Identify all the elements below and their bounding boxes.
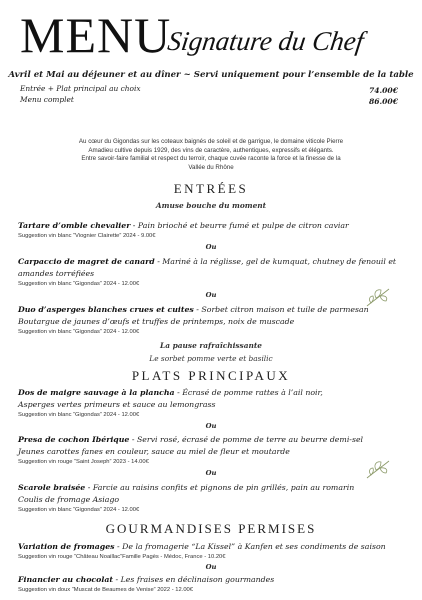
separator-ou: Ou — [205, 243, 217, 251]
formula-label-2: Menu complet — [20, 95, 74, 104]
dish-description: - De la fromagerie “La Kissel” à Kanfen et ses condiments de saison — [114, 542, 386, 551]
amuse-bouche: Amuse bouche du moment — [155, 201, 267, 210]
dish-name: Scarole braisée — [18, 483, 86, 492]
dish-item — [18, 482, 404, 505]
pause-description: Le sorbet pomme verte et basilic — [149, 354, 273, 363]
dish-description: - Mariné à la réglisse, gel de kumquat, chutney de fenouil et — [154, 257, 397, 266]
intro-line: Vallée du Rhône — [188, 163, 234, 171]
dish-name: Tartare d’omble chevalier — [18, 221, 131, 230]
menu-title: MENU — [20, 7, 172, 63]
dish-description-2: amandes torréfiées — [18, 268, 95, 278]
section-title-gourmandises: GOURMANDISES PERMISES — [105, 521, 317, 536]
section-title-entrees: ENTRÉES — [173, 181, 249, 196]
dish-item — [18, 387, 404, 410]
dish-description: - Farcie au raisins confits et pignons de pin grillés, pain au romarin — [85, 483, 355, 492]
dish-item — [18, 256, 404, 279]
separator-ou: Ou — [205, 291, 217, 299]
intro-line: Entre savoir-faire familial et respect du terroir, chaque cuvée raconte la force et la finesse de la — [81, 155, 341, 163]
dish-name: Financier au chocolat — [18, 575, 113, 584]
formula-label-1: Entrée + Plat principal au choix — [20, 84, 141, 93]
separator-ou: Ou — [205, 563, 217, 571]
pause-title: La pause rafraîchissante — [160, 341, 262, 350]
dish-description: - Écrasé de pomme rattes à l’ail noir, — [174, 388, 323, 397]
dish-name: Dos de maigre sauvage à la plancha — [18, 388, 175, 397]
dish-description: - Servi rosé, écrasé de pomme de terre au beurre demi-sel — [129, 435, 364, 444]
dish-item — [18, 434, 404, 457]
dish-description: - Les fraises en déclinaison gourmandes — [113, 575, 275, 584]
dish-description-2: Asperges vertes primeurs et sauce au lemongrass — [18, 399, 216, 409]
dish-name: Duo d’asperges blanches crues et cuites — [18, 305, 194, 314]
dish-description-2: Boutargue de jaunes d’œufs et truffes de printemps, noix de muscade — [18, 316, 295, 326]
dish-name: Carpaccio de magret de canard — [18, 257, 155, 266]
section-title-plats: PLATS PRINCIPAUX — [131, 368, 291, 383]
dish-description: - Sorbet citron maison et tuile de parmesan — [193, 305, 369, 314]
domain-intro — [20, 138, 402, 172]
formula-price-1: 74.00€ — [368, 86, 398, 95]
wine-suggestion: Suggestion vin blanc “Gigondas” 2024 - 12.00€ — [18, 281, 140, 287]
olive-branch-icon — [364, 458, 392, 480]
wine-suggestion: Suggestion vin rouge “Saint Joseph” 2023 - 14.00€ — [18, 459, 149, 465]
wine-suggestion: Suggestion vin blanc “Gigondas” 2024 - 12.00€ — [18, 507, 140, 513]
wine-suggestion: Suggestion vin doux “Muscat de Beaumes de Venise” 2022 - 12.00€ — [18, 587, 193, 593]
dish-name: Variation de fromages — [18, 542, 115, 551]
wine-suggestion: Suggestion vin rouge “Château Noaillac”Famille Pagès - Médoc, France - 10.20€ — [18, 554, 226, 560]
dish-item — [18, 220, 404, 232]
wine-suggestion: Suggestion vin blanc “Gigondas” 2024 - 12.00€ — [18, 329, 140, 335]
dish-description-2: Coulis de fromage Asiago — [18, 494, 120, 504]
dish-item — [18, 541, 404, 553]
intro-line: Au cœur du Gigondas sur les coteaux baignés de soleil et de garrigue, le domaine viticole Pierre — [78, 138, 344, 145]
dish-description: - Pain brioché et beurre fumé et pulpe de citron caviar — [130, 221, 349, 230]
formula-price-2: 86.00€ — [368, 97, 398, 106]
dish-name: Presa de cochon Ibérique — [18, 435, 130, 444]
dish-description-2: Jeunes carottes fanes en couleur, sauce au miel de fleur et moutarde — [18, 446, 290, 456]
separator-ou: Ou — [205, 422, 217, 430]
separator-ou: Ou — [205, 469, 217, 477]
olive-branch-icon — [364, 286, 392, 308]
menu-header — [0, 6, 422, 68]
wine-suggestion: Suggestion vin blanc “Viognier Clairette” 2024 - 9.00€ — [18, 233, 156, 239]
wine-suggestion: Suggestion vin blanc “Gigondas” 2024 - 12.00€ — [18, 412, 140, 418]
dish-item — [18, 574, 404, 586]
availability-line: Avril et Mai au déjeuner et au dîner ~ Servi uniquement pour l’ensemble de la table — [8, 70, 414, 80]
menu-subtitle: Signature du Chef — [165, 26, 366, 56]
dish-item — [18, 304, 404, 327]
intro-line: Amadieu cultive depuis 1929, des vins de caractère, authentiques, expressifs et élégants. — [88, 146, 334, 154]
